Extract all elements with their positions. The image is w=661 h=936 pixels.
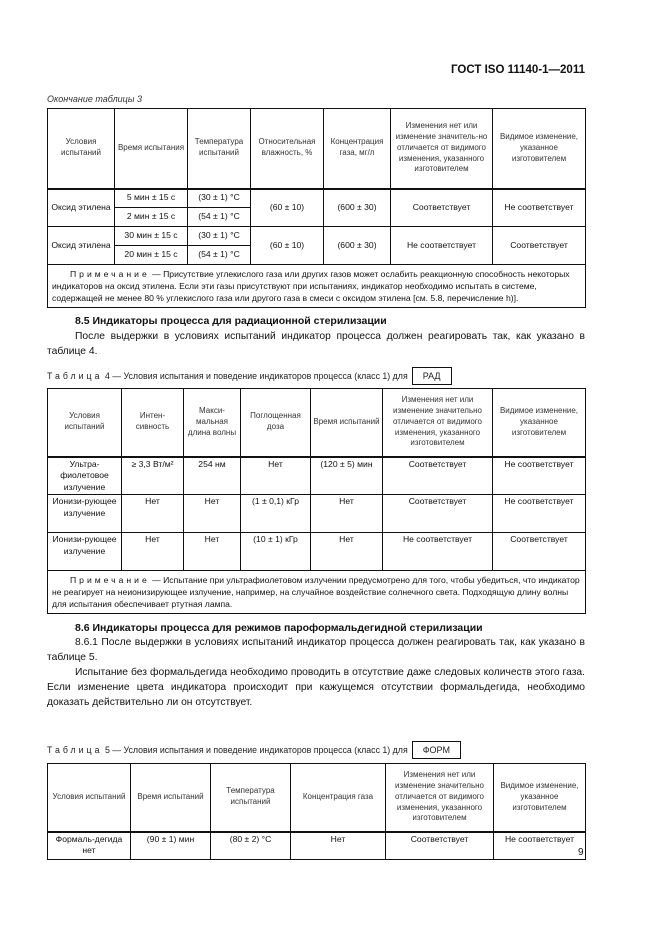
- cell: ≥ 3,3 Вт/м²: [122, 457, 184, 495]
- table-row: [48, 189, 586, 208]
- table5-header: Видимое изменение, указанное изготовителем: [494, 764, 586, 832]
- cell: 5 мин ± 15 с: [115, 189, 188, 208]
- table3-header: Температура испытаний: [188, 109, 251, 189]
- table5-header: Изменения нет или изменение значительно отличается от видимого изменения, указанного изготовителем: [386, 764, 494, 832]
- caption-text: 4 — Условия испытания и поведение индикаторов процесса (класс 1) для: [104, 371, 408, 381]
- cell: (120 ± 5) мин: [311, 457, 383, 495]
- cell: (30 ± 1) °С: [188, 189, 251, 208]
- table4-header: Условия испытаний: [48, 389, 122, 457]
- table5-header: Условия испытаний: [48, 764, 131, 832]
- cell: (10 ± 1) кГр: [241, 533, 311, 571]
- cell: 254 нм: [184, 457, 241, 495]
- method-box: ФОРМ: [412, 741, 461, 759]
- table4-caption: [47, 367, 452, 385]
- section-heading: 8.5 Индикаторы процесса для радиационной стерилизации: [75, 315, 387, 327]
- note-text: — Присутствие углекислого газа или других газов может ослабить реакционную способность некоторых индикаторов на оксид этилена. Если эти газы присутствуют при испытаниях, индикатор необходимо испытать в системе, содержащей не менее 80 % углекислого газа или другого газа в смеси с оксидом этилена [см. 5.8, перечисление h)].: [52, 269, 570, 304]
- table4-header: Макси-мальная длина волны: [184, 389, 241, 457]
- cell: Не соответствует: [383, 533, 493, 571]
- caption-text: 5 — Условия испытания и поведение индикаторов процесса (класс 1) для: [104, 745, 408, 755]
- cell: (60 ± 10): [251, 227, 324, 265]
- cell: Не соответствует: [391, 227, 493, 265]
- caption-label: Таблица: [47, 371, 103, 381]
- cell: Соответствует: [493, 533, 586, 571]
- cell: Нет: [291, 832, 386, 860]
- table4-header: Время испытаний: [311, 389, 383, 457]
- cell: (54 ± 1) °С: [188, 208, 251, 227]
- cell: (60 ± 10): [251, 189, 324, 227]
- cell: Не соответствует: [494, 832, 586, 860]
- paragraph: 8.6.1 После выдержки в условиях испытаний индикатор процесса должен реагировать так, как указано в таблице 5.: [47, 637, 585, 663]
- note-text: — Испытание при ультрафиолетовом излучении предусмотрено для того, чтобы убедиться, что индикатор не реагирует на неионизирующее излучение, например, на случайное воздействие солнечного света. Подходящую длину волны для испытания обеспечивает ртутная лампа.: [52, 575, 580, 610]
- cell: Соответствует: [391, 189, 493, 227]
- document-header: ГОСТ ISO 11140-1—2011: [451, 64, 585, 76]
- cell: Нет: [311, 495, 383, 533]
- cell: Не соответствует: [493, 189, 586, 227]
- cell: (54 ± 1) °С: [188, 246, 251, 265]
- cell: Нет: [122, 533, 184, 571]
- cell: Нет: [184, 495, 241, 533]
- table3-header: Изменения нет или изменение значитель-но отличается от видимого изменения, указанного изготовителем: [391, 109, 493, 189]
- section-8-5: [47, 315, 585, 360]
- method-box: РАД: [412, 367, 452, 385]
- table3-header: Условия испытаний: [48, 109, 115, 189]
- cell: Ультра-фиолетовое излучение: [48, 457, 122, 495]
- cell: (600 ± 30): [324, 227, 391, 265]
- table3-note: [48, 265, 586, 308]
- cell: Ионизи-рующее излучение: [48, 533, 122, 571]
- cell: Оксид этилена: [48, 189, 115, 227]
- table-4: [47, 388, 586, 614]
- cell: Соответствует: [386, 832, 494, 860]
- table5-header: Температура испытаний: [211, 764, 291, 832]
- cell: (600 ± 30): [324, 189, 391, 227]
- table3-header: Концентрация газа, мг/л: [324, 109, 391, 189]
- table-row: [48, 495, 586, 533]
- table4-header: Интен-сивность: [122, 389, 184, 457]
- section-8-6: [47, 622, 585, 711]
- cell: (90 ± 1) мин: [131, 832, 211, 860]
- table5-caption: [47, 741, 461, 759]
- table4-header: Видимое изменение, указанное изготовителем: [493, 389, 586, 457]
- table4-header: Изменения нет или изменение значительно отличается от видимого изменения, указанного изготовителем: [383, 389, 493, 457]
- table-row: [48, 457, 586, 495]
- table3-header: Относительная влажность, %: [251, 109, 324, 189]
- table-3: [47, 108, 586, 308]
- cell: Оксид этилена: [48, 227, 115, 265]
- cell: Нет: [122, 495, 184, 533]
- paragraph: Испытание без формальдегида необходимо проводить в отсутствие даже следовых количеств этого газа. Если изменение цвета индикатора происходит при кажущемся отсутствии формальдегида, необходимо доказать действительно ли он отсутствует.: [47, 666, 585, 708]
- table-row: [48, 533, 586, 571]
- table-5: [47, 763, 586, 860]
- cell: Соответствует: [383, 457, 493, 495]
- table5-header: Время испытаний: [131, 764, 211, 832]
- table4-note: [48, 571, 586, 614]
- cell: Не соответствует: [493, 457, 586, 495]
- note-label: Примечание: [70, 575, 150, 586]
- cell: 30 мин ± 15 с: [115, 227, 188, 246]
- cell: Нет: [311, 533, 383, 571]
- paragraph: После выдержки в условиях испытаний индикатор процесса должен реагировать так, как указано в таблице 4.: [47, 331, 585, 357]
- cell: (80 ± 2) °С: [211, 832, 291, 860]
- cell: 2 мин ± 15 с: [115, 208, 188, 227]
- section-heading: 8.6 Индикаторы процесса для режимов пароформальдегидной стерилизации: [75, 622, 483, 634]
- cell: Ионизи-рующее излучение: [48, 495, 122, 533]
- cell: 20 мин ± 15 с: [115, 246, 188, 265]
- table3-header: Время испытания: [115, 109, 188, 189]
- table5-header: Концентрация газа: [291, 764, 386, 832]
- cell: Соответствует: [493, 227, 586, 265]
- cell: (1 ± 0,1) кГр: [241, 495, 311, 533]
- cell: Формаль-дегида нет: [48, 832, 131, 860]
- page-number: 9: [578, 847, 584, 858]
- cell: Не соответствует: [493, 495, 586, 533]
- cell: Соответствует: [383, 495, 493, 533]
- table-row: [48, 227, 586, 246]
- cell: (30 ± 1) °С: [188, 227, 251, 246]
- table3-header: Видимое изменение, указанное изготовителем: [493, 109, 586, 189]
- note-label: Примечание: [70, 269, 150, 279]
- cell: Нет: [241, 457, 311, 495]
- table-row: [48, 832, 586, 860]
- caption-label: Таблица: [47, 745, 103, 755]
- table4-header: Поглощенная доза: [241, 389, 311, 457]
- table3-continuation: Окончание таблицы 3: [47, 94, 142, 104]
- cell: Нет: [184, 533, 241, 571]
